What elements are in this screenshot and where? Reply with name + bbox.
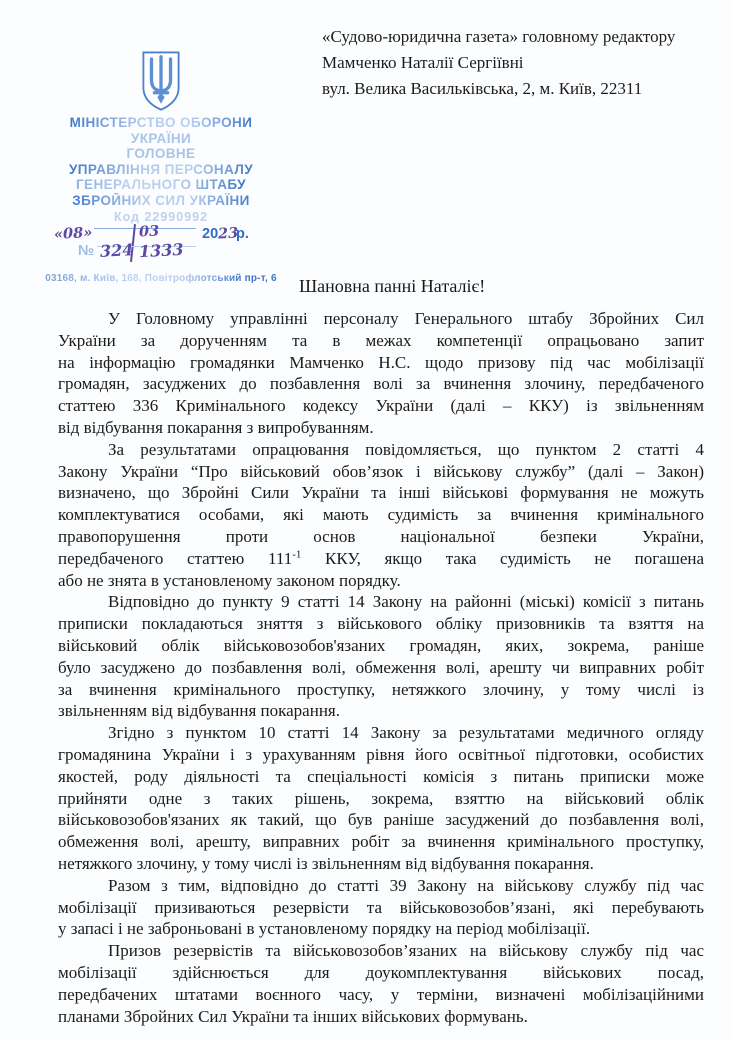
letter-body xyxy=(58,308,704,1027)
stamp-org-line: ГЕНЕРАЛЬНОГО ШТАБУ xyxy=(42,177,280,193)
text-line: звільненням від відбування покарання. xyxy=(58,701,340,721)
stamp-org-line: ГОЛОВНЕ xyxy=(126,146,196,161)
printed-year-suffix: р. xyxy=(236,226,249,242)
stamp-org-line: УПРАВЛІННЯ ПЕРСОНАЛУ xyxy=(42,162,280,178)
stamp-org-line: МІНІСТЕРСТВО ОБОРОНИ xyxy=(42,115,280,131)
text-segment: передбаченого статтею 111 xyxy=(58,548,293,568)
text-line: на інформацію громадянки Мамченко Н.С. щодо призову під час мобілізації xyxy=(58,352,704,372)
text-line: громадянина України і з урахуванням рівня його освітньої підготовки, особистих xyxy=(58,744,704,764)
text-line: визначено, що Збройні Сили України та інші військові формування не можуть xyxy=(58,483,704,503)
text-line: Відповідно до пункту 9 статті 14 Закону на районні (міські) комісії з питань xyxy=(108,592,704,612)
text-line: або не знята в установленому законом порядку. xyxy=(58,570,401,590)
recipient-line: «Судово-юридична газета» головному редактору xyxy=(322,27,676,46)
text-line: за вчинення кримінального проступку, нетяжкого злочину, у тому числі із xyxy=(58,679,704,699)
trident-emblem-icon xyxy=(139,50,183,112)
text-line: За результатами опрацювання повідомляється, що пунктом 2 статті 4 xyxy=(108,439,704,459)
paragraph-5 xyxy=(58,875,704,940)
text-line: статтею 336 Кримінального кодексу України (далі – ККУ) із звільненням xyxy=(58,396,704,416)
text-line: правопорушення проти основ національної безпеки України, xyxy=(58,526,704,546)
recipient-block xyxy=(322,24,722,102)
text-line-with-superscript xyxy=(58,548,704,570)
text-line: обмеження волі, арешту, виправних робіт за вчинення кримінального проступку, xyxy=(58,832,704,852)
text-line: прийняти одне з таких рішень, зокрема, взяттю на військовий облік xyxy=(58,788,704,808)
text-line: від відбування покарання з випробуванням. xyxy=(58,417,374,437)
paragraph-3 xyxy=(58,591,704,722)
salutation: Шановна панні Наталіє! xyxy=(299,276,486,296)
handwritten-month: 03 xyxy=(138,222,160,241)
paragraph-6 xyxy=(58,940,704,1027)
handwritten-number-part1: 324 xyxy=(99,240,134,261)
article-superscript: -1 xyxy=(292,548,302,561)
text-line: нетяжкого злочину, у тому числі із звільненням від відбування покарання. xyxy=(58,853,594,873)
stamp-org-code: Код 22990992 xyxy=(113,210,209,224)
recipient-line: Мамченко Наталії Сергіївні xyxy=(322,53,524,72)
paragraph-1 xyxy=(58,308,704,439)
stamp-address: 03168, м. Київ, 168, Повітрофлотський пр-т, 6 xyxy=(42,273,280,284)
text-line: Згідно з пунктом 10 статті 14 Закону за результатами медичного огляду xyxy=(108,723,704,743)
paragraph-2 xyxy=(58,439,704,592)
text-line: військовозобов'язаних як такий, що був раніше засуджений до позбавлення волі, xyxy=(58,810,704,830)
recipient-line: вул. Велика Васильківська, 2, м. Київ, 22311 xyxy=(322,79,643,98)
text-line: приписки покладаються зняття з військового обліку призовників та взяття на xyxy=(58,614,704,634)
text-line: України за дорученням та в межах компетенції опрацьовано запит xyxy=(58,330,704,350)
handwritten-day: «08» xyxy=(53,224,93,243)
printed-year-prefix: 20 xyxy=(202,226,219,242)
text-line: військовий облік військовозобов'язаних громадян, яких, зокрема, раніше xyxy=(58,635,704,655)
text-line: передбачених штатами воєнного часу, у терміни, визначені мобілізаційними xyxy=(58,984,704,1004)
text-segment: ККУ, якщо така судимість не погашена xyxy=(301,548,705,568)
text-line: планами Збройних Сил України та інших військових формувань. xyxy=(58,1006,528,1026)
handwritten-number-part2: 1333 xyxy=(138,239,184,262)
paragraph-4 xyxy=(58,722,704,875)
text-line: якостей, роду діяльності та спеціальності комісія з питань приписки може xyxy=(58,766,704,786)
text-line: було засуджено до позбавлення волі, обмеження волі, арешту чи виправних робіт xyxy=(58,657,704,677)
text-line: Призов резервістів та військовозобов’язаних на військову службу під час xyxy=(108,941,704,961)
text-line: У Головному управлінні персоналу Генерального штабу Збройних Сил xyxy=(108,309,704,328)
text-line: громадян, засуджених до позбавлення волі за вчинення злочину, передбаченого xyxy=(58,374,704,394)
text-line: комплектуватися особами, які мають судимість за вчинення кримінального xyxy=(58,505,704,525)
letterhead-stamp xyxy=(42,50,280,284)
stamp-org-line: ЗБРОЙНИХ СИЛ УКРАЇНИ xyxy=(42,193,280,209)
text-line: мобілізації здійснюється для доукомплектування військових посад, xyxy=(58,962,704,982)
printed-number-label: № xyxy=(78,243,95,259)
stamp-org-line: УКРАЇНИ xyxy=(130,130,192,146)
text-line: у запасі і не заброньовані в установленому порядку на період мобілізації. xyxy=(58,919,591,939)
handwritten-year: 23 xyxy=(217,224,239,243)
text-line: Разом з тим, відповідно до статті 39 Закону на військову службу під час xyxy=(108,875,704,895)
stamp-date-number xyxy=(42,222,280,269)
text-line: Закону України “Про військовий обов’язок і військову службу” (далі – Закон) xyxy=(58,461,704,481)
text-line: мобілізації призиваються резервісти та військовозобов’язані, які перебувають xyxy=(58,897,704,917)
